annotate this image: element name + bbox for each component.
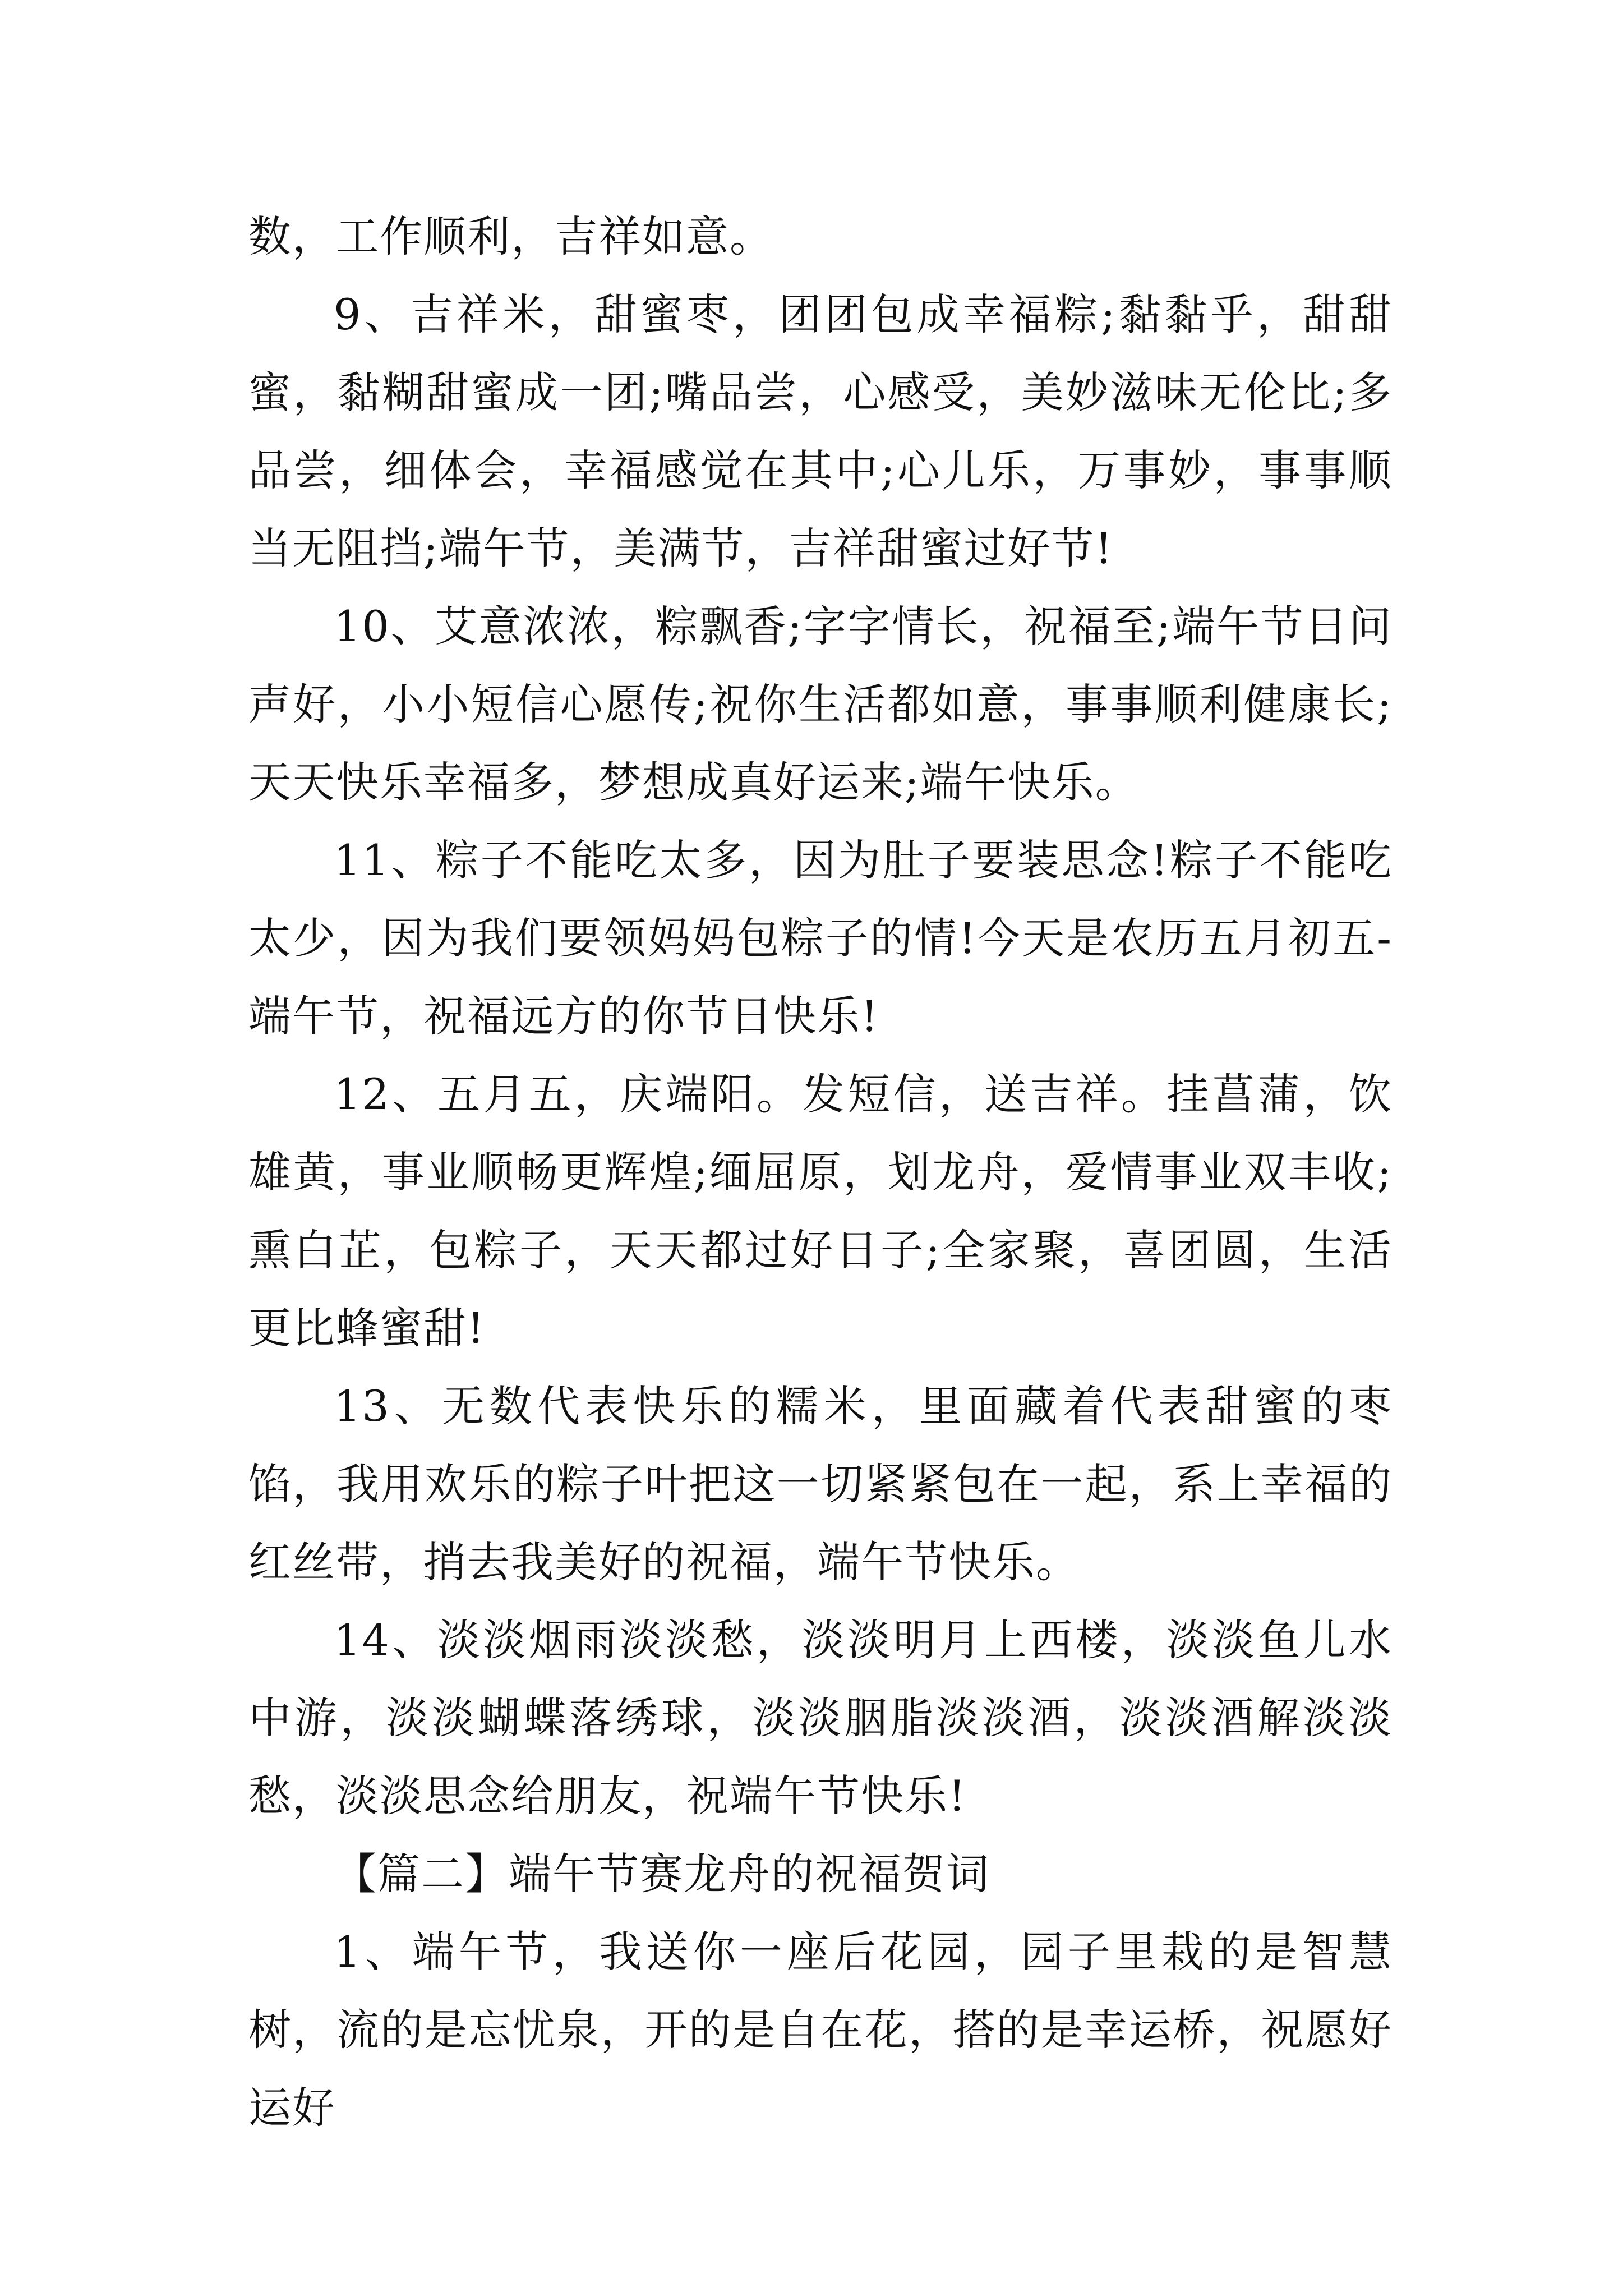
paragraph-item-11: 11、粽子不能吃太多，因为肚子要装思念!粽子不能吃太少，因为我们要领妈妈包粽子的情!今天是农历五月初五-端午节，祝福远方的你节日快乐! [248,835,1393,1041]
section-heading: 【篇二】端午节赛龙舟的祝福贺词 [334,1849,990,1899]
paragraph-item-12: 12、五月五，庆端阳。发短信，送吉祥。挂菖蒲，饮雄黄，事业顺畅更辉煌;缅屈原，划龙舟，爱情事业双丰收;熏白芷，包粽子，天天都过好日子;全家聚，喜团圆，生活更比蜂蜜甜! [248,1069,1393,1353]
document-body [248,197,1393,2147]
paragraph-continuation: 数，工作顺利，吉祥如意。 [248,211,773,261]
paragraph-item-9: 9、吉祥米，甜蜜枣，团团包成幸福粽;黏黏乎，甜甜蜜，黏糊甜蜜成一团;嘴品尝，心感受，美妙滋味无伦比;多品尝，细体会，幸福感觉在其中;心儿乐，万事妙，事事顺当无阻挡;端午节，美满节，吉祥甜蜜过好节! [248,289,1393,573]
paragraph-item-13: 13、无数代表快乐的糯米，里面藏着代表甜蜜的枣馅，我用欢乐的粽子叶把这一切紧紧包在一起，系上幸福的红丝带，捎去我美好的祝福，端午节快乐。 [248,1381,1393,1587]
paragraph-item-10: 10、艾意浓浓，粽飘香;字字情长，祝福至;端午节日问声好，小小短信心愿传;祝你生活都如意，事事顺利健康长;天天快乐幸福多，梦想成真好运来;端午快乐。 [248,601,1393,807]
paragraph-section2-item-1: 1、端午节，我送你一座后花园，园子里栽的是智慧树，流的是忘忧泉，开的是自在花，搭的是幸运桥，祝愿好运好 [248,1927,1393,2133]
paragraph-item-14: 14、淡淡烟雨淡淡愁，淡淡明月上西楼，淡淡鱼儿水中游，淡淡蝴蝶落绣球，淡淡胭脂淡淡酒，淡淡酒解淡淡愁，淡淡思念给朋友，祝端午节快乐! [248,1615,1393,1821]
